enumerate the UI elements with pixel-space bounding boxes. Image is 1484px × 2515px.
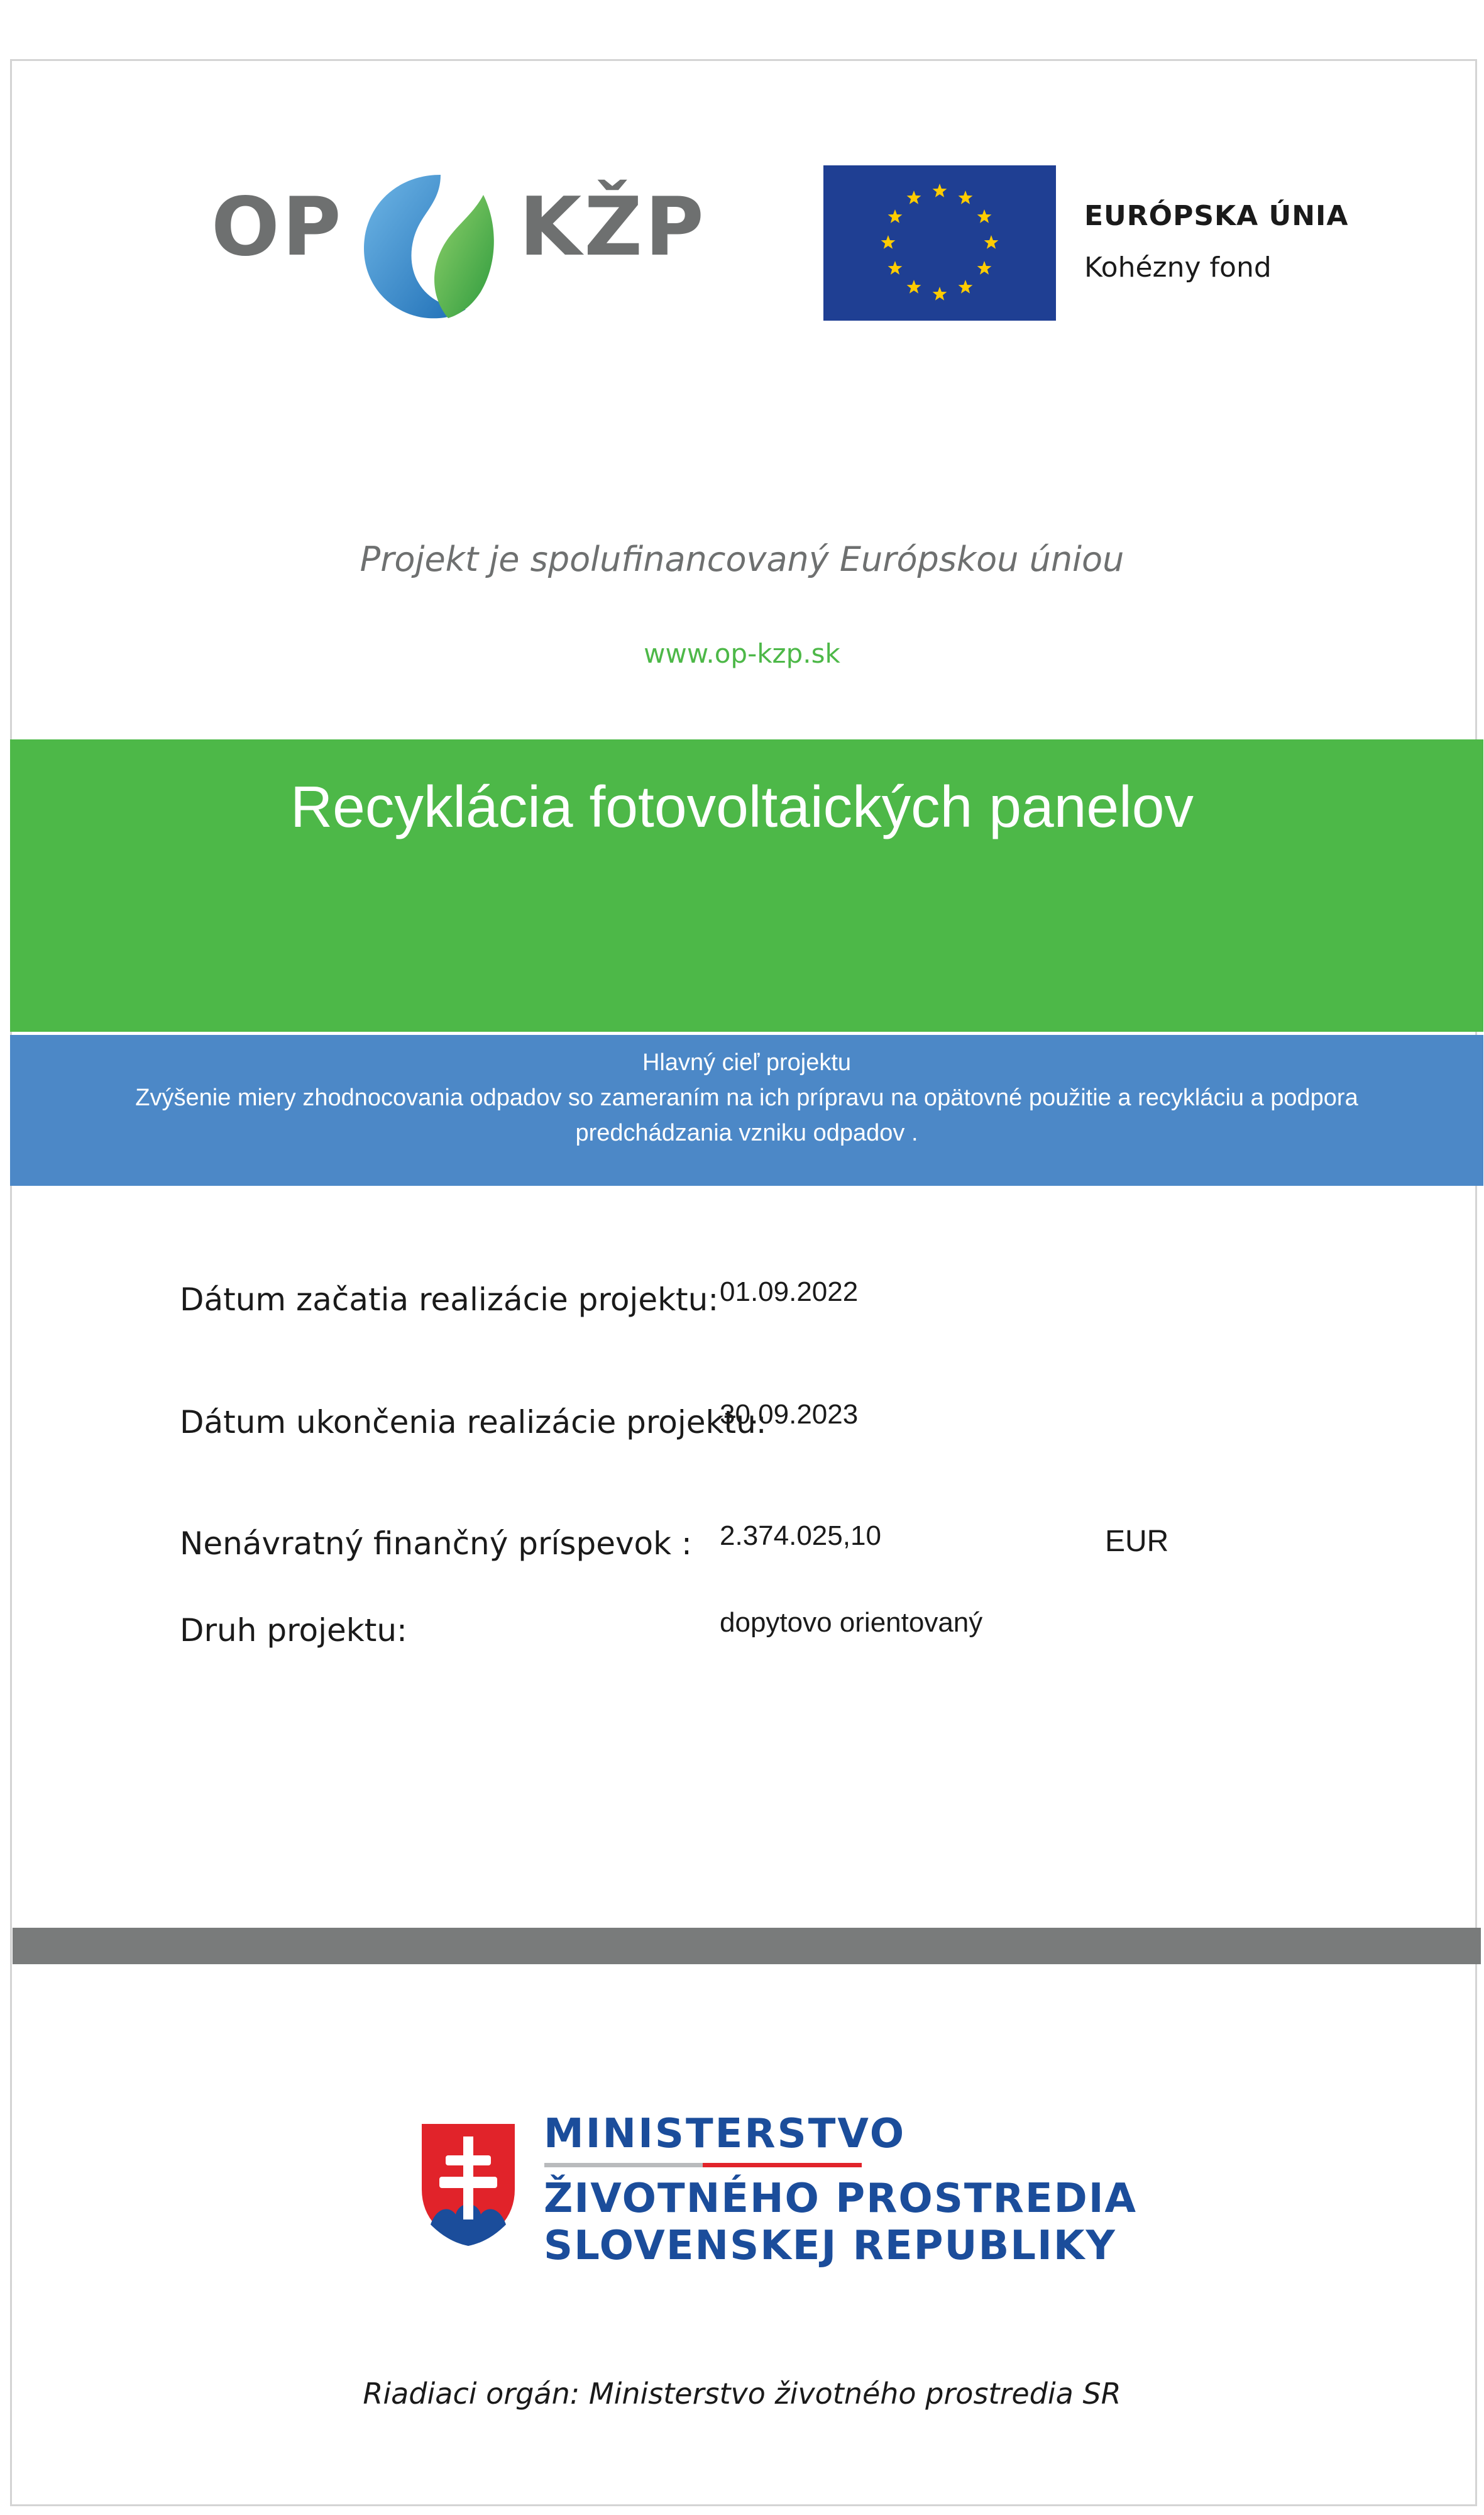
op-logo-text: OP	[211, 180, 344, 274]
project-type-value: dopytovo orientovaný	[720, 1607, 983, 1638]
eu-star-icon	[907, 191, 921, 204]
managing-authority: Riadiaci orgán: Ministerstvo životného prostredia SR	[363, 2377, 1121, 2411]
eu-star-icon	[888, 261, 903, 275]
eu-star-icon	[977, 261, 992, 275]
cofinancing-text: Projekt je spolufinancovaný Európskou úniou	[360, 539, 1124, 579]
ministry-name-line-2: ŽIVOTNÉHO PROSTREDIA	[544, 2175, 1138, 2222]
end-date-label: Dátum ukončenia realizácie projektu:	[180, 1404, 767, 1440]
op-kzp-logo-icon	[353, 170, 516, 327]
goal-text-line-2: predchádzania vzniku odpadov .	[575, 1120, 918, 1146]
eu-star-icon	[933, 287, 947, 301]
project-type-label: Druh projektu:	[180, 1612, 407, 1649]
eu-flag-icon	[823, 165, 1056, 321]
eu-title: EURÓPSKA ÚNIA	[1084, 200, 1349, 232]
eu-star-icon	[977, 209, 992, 223]
divider-bar	[13, 1928, 1481, 1964]
project-title: Recyklácia fotovoltaických panelov	[290, 774, 1194, 839]
project-goal-band	[10, 1035, 1483, 1186]
eu-star-icon	[907, 280, 921, 294]
ministry-emblem	[418, 2120, 519, 2249]
eu-star-icon	[984, 235, 999, 249]
ministry-rule	[544, 2163, 862, 2167]
end-date-value: 30.09.2023	[720, 1399, 859, 1430]
grant-label: Nenávratný finančný príspevok :	[180, 1525, 692, 1562]
goal-text-line-1: Zvýšenie miery zhodnocovania odpadov so zameraním na ich prípravu na opätovné použitie a recykláciu a podpora	[135, 1085, 1358, 1111]
eu-fund-name: Kohézny fond	[1084, 252, 1272, 284]
eu-star-icon	[959, 191, 973, 204]
eu-star-icon	[933, 184, 947, 197]
start-date-value: 01.09.2022	[720, 1276, 859, 1307]
eu-star-icon	[959, 280, 973, 294]
eu-star-icon	[881, 235, 896, 249]
goal-heading: Hlavný cieľ projektu	[642, 1049, 852, 1076]
ministry-name-line-1: MINISTERSTVO	[544, 2111, 906, 2157]
grant-currency: EUR	[1105, 1525, 1169, 1558]
op-kzp-logo	[211, 170, 706, 327]
website-link[interactable]: www.op-kzp.sk	[644, 638, 840, 669]
grant-value: 2.374.025,10	[720, 1520, 881, 1551]
kzp-logo-text: KŽP	[519, 180, 706, 274]
eu-flag	[823, 165, 1056, 321]
eu-star-icon	[888, 209, 903, 223]
slovak-coat-of-arms-icon	[418, 2120, 519, 2249]
start-date-label: Dátum začatia realizácie projektu:	[180, 1281, 719, 1318]
ministry-name-line-3: SLOVENSKEJ REPUBLIKY	[544, 2223, 1116, 2269]
